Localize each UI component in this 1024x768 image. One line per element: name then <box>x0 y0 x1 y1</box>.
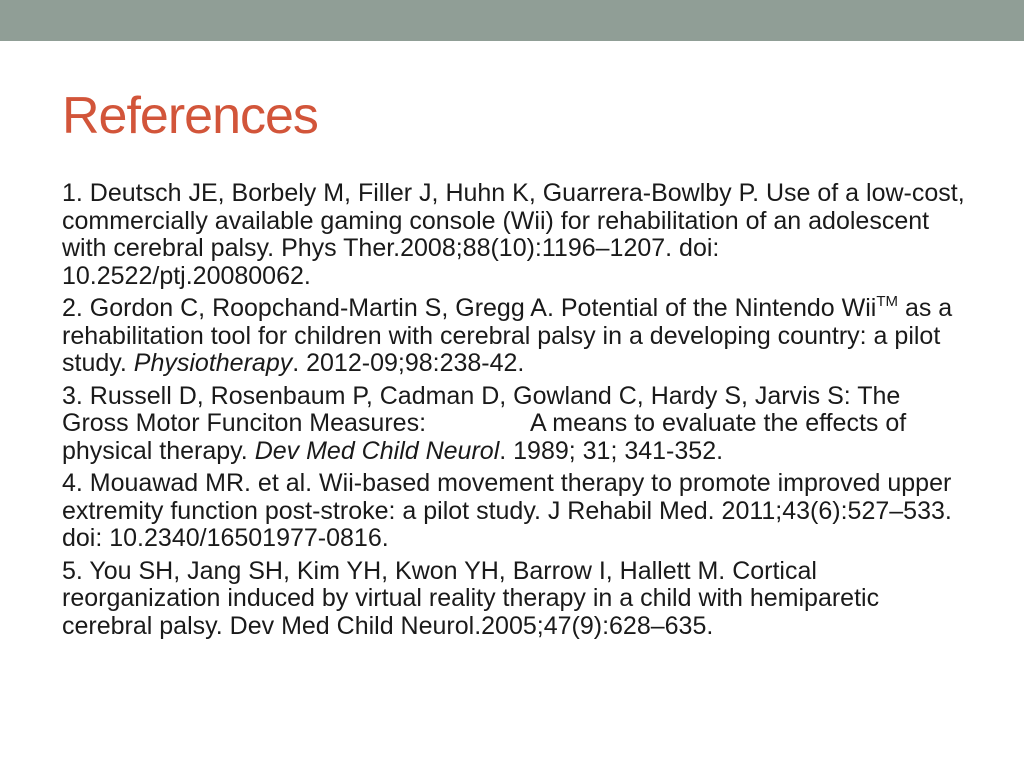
trademark-superscript: TM <box>876 292 898 310</box>
reference-text: 3. Russell D, Rosenbaum P, Cadman D, Gowland C, Hardy S, Jarvis S: The Gross Motor Funciton Measures: <box>62 381 901 437</box>
reference-text: . 1989; 31; 341-352. <box>499 436 724 465</box>
reference-text: 1. Deutsch JE, Borbely M, Filler J, Huhn K, Guarrera-Bowlby P. Use of a low-cost, commercially available gaming console (Wii) for rehabilitation of an adolescent with cerebral palsy. Phys Ther.2008;88(10):1196–1207. doi: 10.2522/ptj.20080062. <box>62 179 965 290</box>
reference-text: as a rehabilitation tool for children with cerebral palsy in a developing country: a pilot study. <box>62 294 953 377</box>
reference-text: A means to evaluate the effects of physical therapy. <box>62 409 907 465</box>
reference-text: . 2012-09;98:238-42. <box>292 349 525 377</box>
reference-item-1 <box>62 180 972 290</box>
journal-name: Dev Med Child Neurol <box>254 436 500 465</box>
reference-item-3 <box>62 383 972 466</box>
reference-text: 2. Gordon C, Roopchand-Martin S, Gregg A. Potential of the Nintendo Wii <box>62 294 877 322</box>
reference-text: 5. You SH, Jang SH, Kim YH, Kwon YH, Barrow I, Hallett M. Cortical reorganization induced by virtual reality therapy in a child with hemiparetic cerebral palsy. Dev Med Child Neurol.2005;47(9):628–635. <box>62 556 880 640</box>
journal-name: Physiotherapy <box>133 349 293 377</box>
reference-item-5 <box>62 558 972 641</box>
reference-text: 4. Mouawad MR. et al. Wii-based movement therapy to promote improved upper extremity function post-stroke: a pilot study. J Rehabil Med. 2011;43(6):527–533. doi: 10.2340/16501977-0816. <box>62 469 952 552</box>
reference-item-4 <box>62 470 972 553</box>
slide-top-bar <box>0 0 1024 41</box>
reference-list <box>62 180 972 645</box>
reference-item-2 <box>62 292 972 378</box>
slide-title: References <box>62 87 318 145</box>
